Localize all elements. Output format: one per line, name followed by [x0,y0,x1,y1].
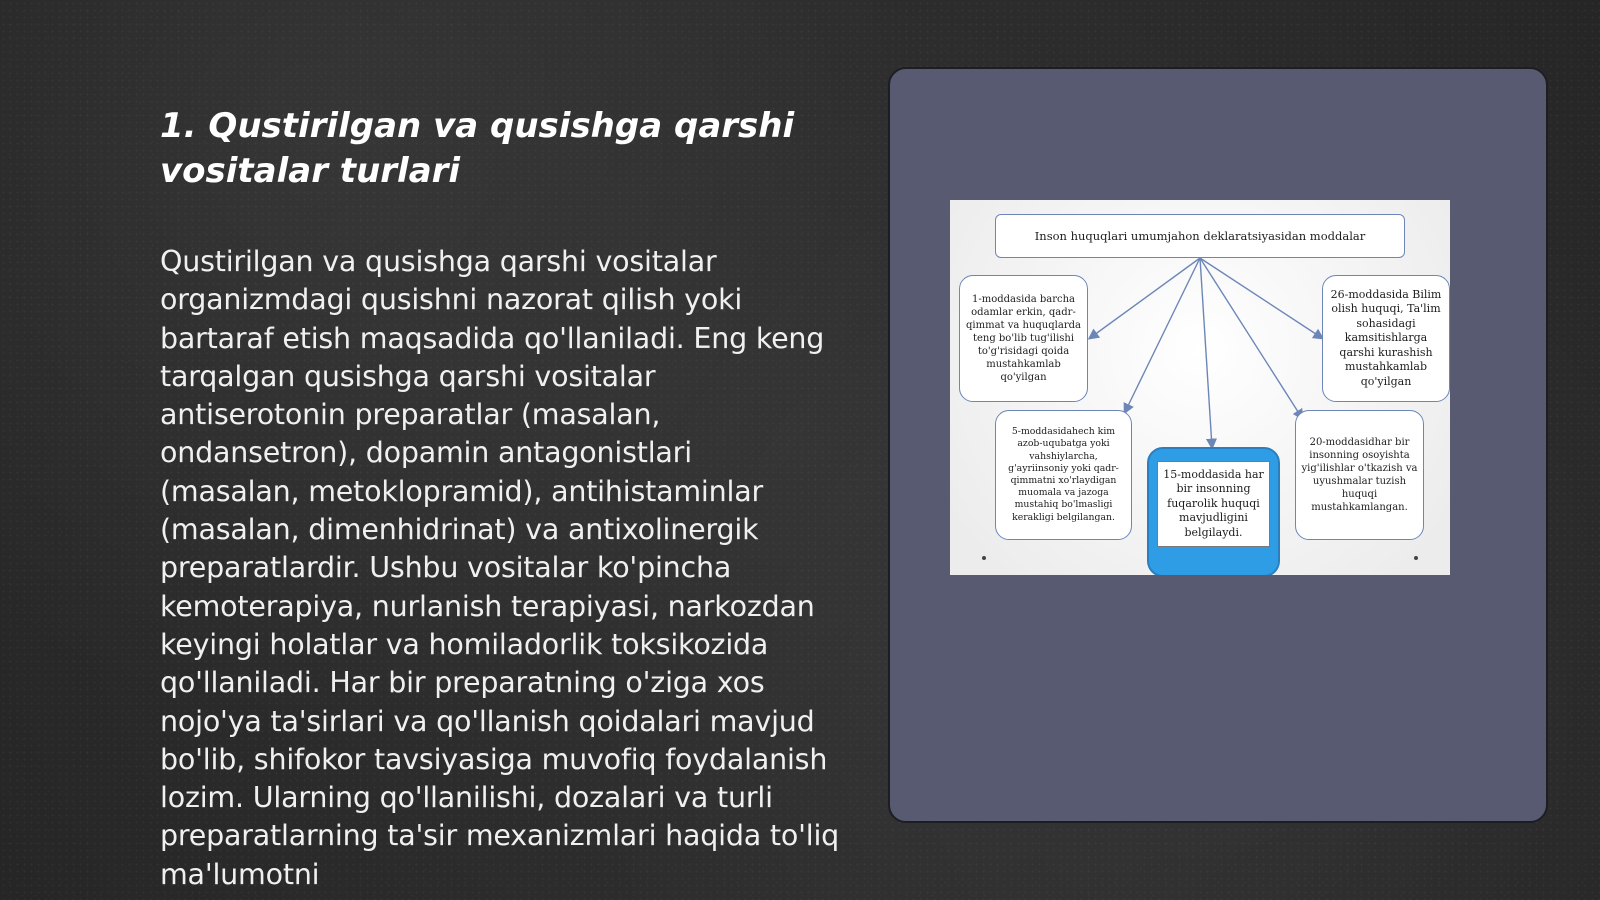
arrow-to-article-26 [1200,258,1322,338]
article-26-box: 26-moddasida Bilim olish huquqi, Ta'lim sohasidagi kamsitishlarga qarshi kurashish mustahkamlab qo'yilgan [1322,275,1450,402]
article-1-box: 1-moddasida barcha odamlar erkin, qadr-qimmat va huquqlarda teng bo'lib tug'ilishi to'g'risidagi qoida mustahkamlab qo'yilgan [959,275,1088,402]
article-20-box: 20-moddasidhar bir insonning osoyishta yig'ilishlar o'tkazish va uyushmalar tuzish huquqi mustahkamlangan. [1295,410,1424,540]
declaration-diagram-image [950,200,1450,575]
slide-title: 1. Qustirilgan va qusishga qarshi vositalar turlari [160,106,795,191]
diagram-title-box: Inson huquqlari umumjahon deklaratsiyasidan moddalar [995,214,1405,258]
arrow-to-article-15 [1200,258,1212,447]
article-5-box: 5-moddasidahech kim azob-uqubatga yoki vahshiylarcha, g'ayriinsoniy yoki qadr-qimmatni xo'rlaydigan muomala va jazoga mustahiq bo'lmasligi kerakligi belgilangan. [995,410,1132,540]
article-15-highlight-box [1147,447,1280,575]
article-15-box: 15-moddasida har bir insonning fuqarolik huquqi mavjudligini belgilaydi. [1157,461,1270,547]
diagram-dot-right [1414,556,1418,560]
slide-body-text: Qustirilgan va qusishga qarshi vositalar organizmdagi qusishni nazorat qilish yoki bartaraf etish maqsadida qo'llaniladi. Eng keng tarqalgan qusishga qarshi vositalar antiserotonin preparatlar (masalan, ondansetron), dopamin antagonistlari (masalan, metoklopramid), antihistaminlar (masalan, dimenhidrinat) va antixolinergik preparatlardir. Ushbu vositalar ko'pincha kemoterapiya, nurlanish terapiyasi, narkozdan keyingi holatlar va homiladorlik toksikozida qo'llaniladi. Har bir preparatning o'ziga xos nojo'ya ta'sirlari va qo'llanish qoidalari mavjud bo'lib, shifokor tavsiyasiga muvofiq foydalanish lozim. Ularning qo'llanilishi, dozalari va turli preparatlarning ta'sir mexanizmlari haqida to'liq ma'lumotni [160,245,840,891]
arrow-to-article-1 [1090,258,1200,338]
arrow-to-article-20 [1200,258,1302,418]
arrow-to-article-5 [1125,258,1200,412]
diagram-dot-left [982,556,986,560]
